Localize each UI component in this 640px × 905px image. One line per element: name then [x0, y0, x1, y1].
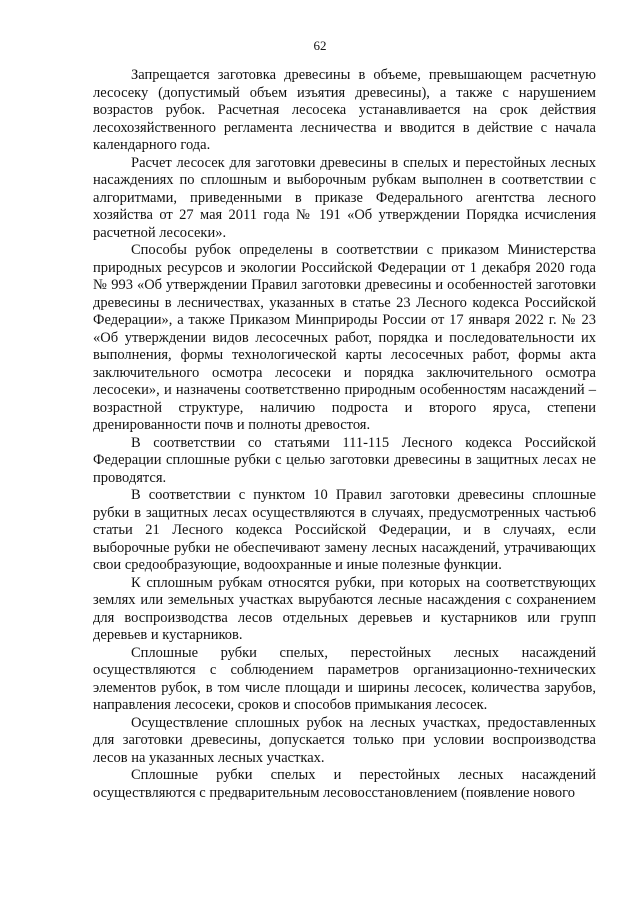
paragraph-4: В соответствии со статьями 111-115 Лесного кодекса Российской Федерации сплошные рубки с целью заготовки древесины в защитных лесах не проводятся.	[93, 434, 596, 486]
paragraph-2: Расчет лесосек для заготовки древесины в спелых и перестойных лесных насаждениях по сплошным и выборочным рубкам выполнен в соответствии с алгоритмами, приведенными в приказе Федерального агентства лесного хозяйства от 27 мая 2011 года № 191 «Об утверждении Порядка исчисления расчетной лесосеки».	[93, 154, 596, 241]
paragraph-3: Способы рубок определены в соответствии с приказом Министерства природных ресурсов и экологии Российской Федерации от 1 декабря 2020 года № 993 «Об утверждении Правил заготовки древесины и особенностей заготовки древесины в лесничествах, указанных в статье 23 Лесного кодекса Российской Федерации», а также Приказом Минприроды России от 17 января 2022 г. № 23 «Об утверждении видов лесосечных работ, порядка и последовательности их выполнения, формы технологической карты лесосечных работ, формы акта заключительного осмотра лесосеки и порядка заключительного осмотра лесосеки», и назначены соответственно природным особенностям насаждений – возрастной структуре, наличию подроста и второго яруса, степени дренированности почв и полноты древостоя.	[93, 242, 596, 433]
page-number: 62	[313, 38, 327, 53]
paragraph-5: В соответствии с пунктом 10 Правил заготовки древесины сплошные рубки в защитных лесах осуществляются в случаях, предусмотренных частью6 статьи 21 Лесного кодекса Российской Федерации, и в случаях, если выборочные рубки не обеспечивают замену лесных насаждений, утрачивающих свои средообразующие, водоохранные и иные полезные функции.	[93, 487, 596, 573]
document-body	[93, 67, 596, 802]
paragraph-1: Запрещается заготовка древесины в объеме, превышающем расчетную лесосеку (допустимый объем изъятия древесины), а также с нарушением возрастов рубок. Расчетная лесосека устанавливается на срок действия лесохозяйственного регламента лесничества и вводится в действие с начала календарного года.	[93, 67, 596, 153]
paragraph-8: Осуществление сплошных рубок на лесных участках, предоставленных для заготовки древесины, допускается только при условии воспроизводства лесов на указанных лесных участках.	[93, 714, 596, 766]
paragraph-7: Сплошные рубки спелых, перестойных лесных насаждений осуществляются с соблюдением параметров организационно-технических элементов рубок, в том числе площади и ширины лесосек, количества зарубов, направления лесосеки, сроков и способов примыкания лесосек.	[93, 644, 596, 713]
paragraph-6: К сплошным рубкам относятся рубки, при которых на соответствующих землях или земельных участках вырубаются лесные насаждения с сохранением для воспроизводства лесов отдельных деревьев и кустарников или групп деревьев и кустарников.	[93, 574, 596, 643]
paragraph-9: Сплошные рубки спелых и перестойных лесных насаждений осуществляются с предварительным лесовосстановлением (появление нового	[93, 767, 596, 801]
